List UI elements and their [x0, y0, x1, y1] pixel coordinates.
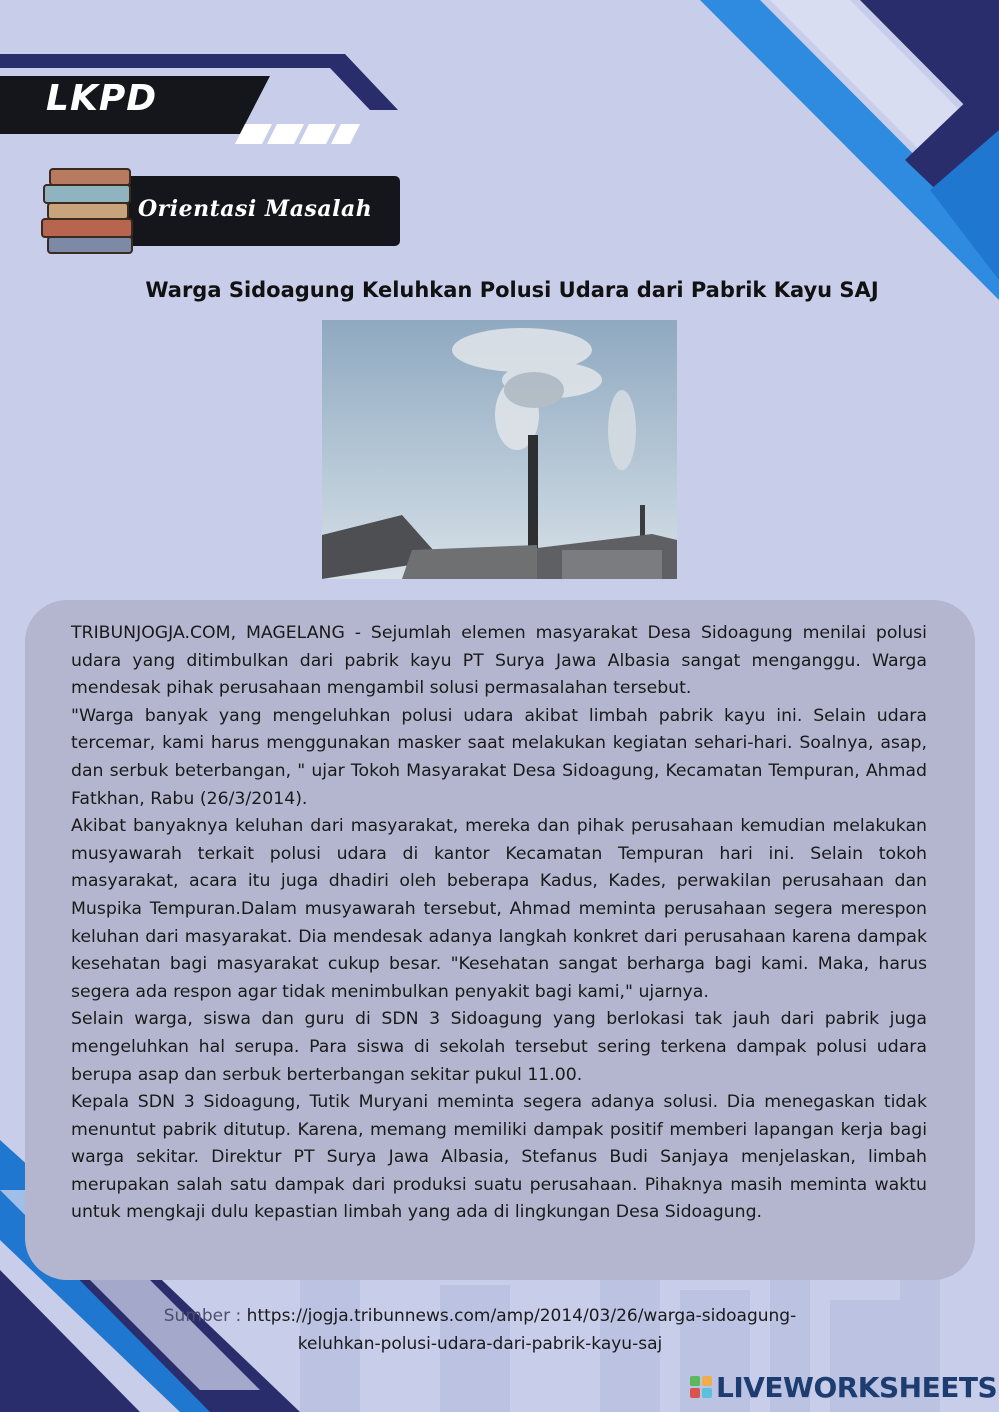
liveworksheets-logo-icon — [690, 1376, 712, 1398]
article-title: Warga Sidoagung Keluhkan Polusi Udara dari Pabrik Kayu SAJ — [145, 278, 879, 302]
source-url-line1[interactable]: https://jogja.tribunnews.com/amp/2014/03/26/warga-sidoagung- — [246, 1306, 797, 1326]
article-paragraph: Akibat banyaknya keluhan dari masyarakat, mereka dan pihak perusahaan kemudian melakukan musyawarah terkait polusi udara di kantor Kecamatan Tempuran hari ini. Selain tokoh masyarakat, acara itu juga dhadiri oleh beberapa Kadus, Kades, perwakilan perusahaan dan Muspika Tempuran.Dalam musyawarah tersebut, Ahmad meminta perusahaan segera merespon keluhan dari masyarakat. Dia mendesak adanya langkah konkret dari perusahaan karena dampak kesehatan bagi masyarakat cukup besar. "Kesehatan sangat berharga bagi kami. Maka, harus segera ada respon agar tidak menimbulkan penyakit bagi kami," ujarnya. — [71, 816, 927, 1002]
article-body — [71, 620, 927, 1227]
books-icon — [40, 163, 140, 258]
liveworksheets-label: LIVEWORKSHEETS — [716, 1370, 998, 1404]
source-url-line2[interactable]: keluhkan-polusi-udara-dari-pabrik-kayu-saj — [297, 1334, 663, 1354]
section-label: Orientasi Masalah — [138, 196, 373, 222]
source-label: Sumber : — [163, 1306, 242, 1326]
source-citation — [100, 1302, 860, 1358]
article-paragraph: Selain warga, siswa dan guru di SDN 3 Sidoagung yang berlokasi tak jauh dari pabrik juga mengeluhkan hal serupa. Para siswa di sekolah tersebut sering terkena dampak polusi udara berupa asap dan serbuk berterbangan sekitar pukul 11.00. — [71, 1009, 927, 1085]
worksheet-label: LKPD — [46, 78, 158, 119]
article-paragraph: Kepala SDN 3 Sidoagung, Tutik Muryani meminta segera adanya solusi. Dia menegaskan tidak menuntut pabrik ditutup. Karena, memang memiliki dampak positif memberi lapangan kerja bagi warga sekitar. Direktur PT Surya Jawa Albasia, Stefanus Budi Sanjaya menjelaskan, limbah merupakan salah satu dampak dari produksi suatu perusahaan. Pihaknya masih meminta waktu untuk mengkaji dulu kepastian limbah yang ada di lingkungan Desa Sidoagung. — [71, 1092, 927, 1223]
liveworksheets-brand[interactable] — [690, 1372, 997, 1402]
factory-chimney-smoke-photo — [322, 320, 677, 579]
article-paragraph: "Warga banyak yang mengeluhkan polusi udara akibat limbah pabrik kayu ini. Selain udara tercemar, kami harus menggunakan masker saat melakukan kegiatan sehari-hari. Soalnya, asap, dan serbuk beterbangan, " ujar Tokoh Masyarakat Desa Sidoagung, Kecamatan Tempuran, Ahmad Fatkhan, Rabu (26/3/2014). — [71, 705, 927, 809]
article-paragraph: TRIBUNJOGJA.COM, MAGELANG - Sejumlah elemen masyarakat Desa Sidoagung menilai polusi udara yang ditimbulkan dari pabrik kayu PT Surya Jawa Albasia sangat menganggu. Warga mendesak pihak perusahaan mengambil solusi permasalahan tersebut. — [71, 623, 927, 699]
